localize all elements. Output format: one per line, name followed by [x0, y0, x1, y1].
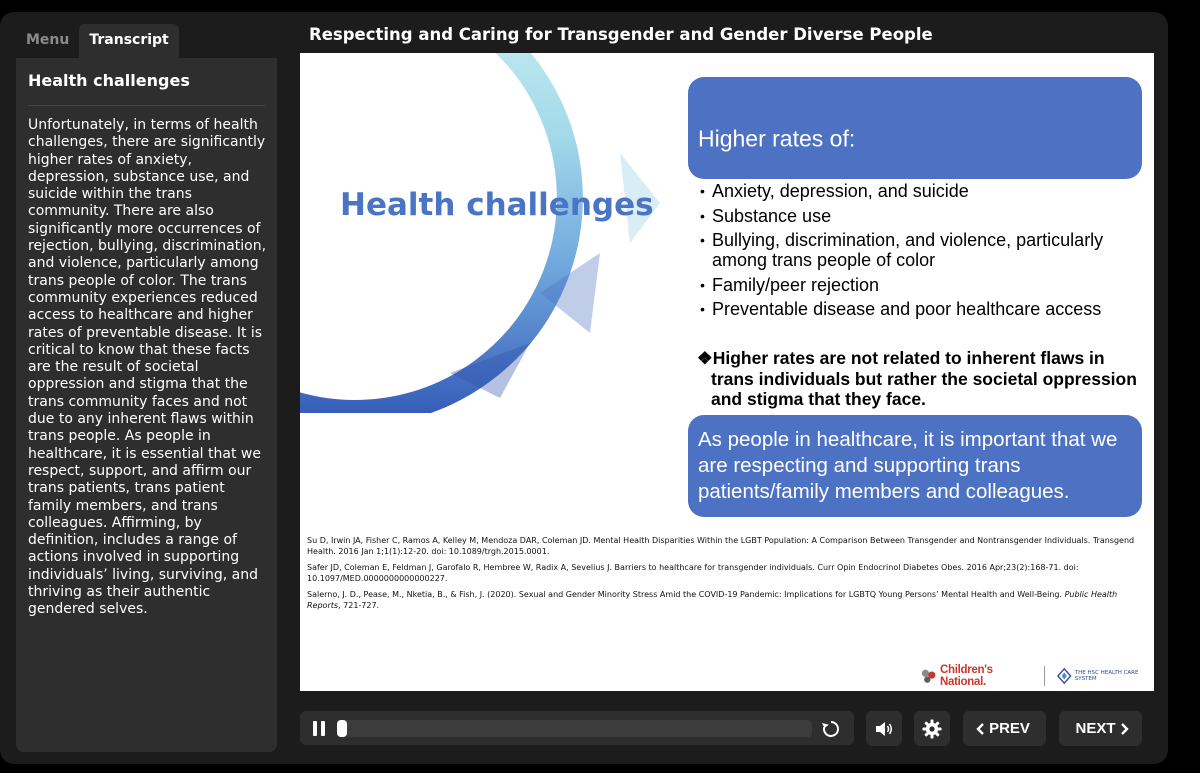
tab-menu[interactable]: Menu — [26, 32, 70, 48]
reference-pages: , 721-727. — [338, 600, 380, 610]
reference-item: Su D, Irwin JA, Fisher C, Ramos A, Kelley M, Mendoza DAR, Coleman JD. Mental Health Disparities Within the LGBT Population: A Comparison Between Transgender and Nontransgender Individuals. Transgend Health. 2016 Jan 1;1(1):12-20. doi: 10.1089/trgh.2015.0001. — [307, 536, 1135, 556]
hsc-icon — [1057, 667, 1072, 685]
higher-rates-box — [688, 77, 1142, 179]
reference-journal: Public Health Reports — [307, 590, 1118, 610]
next-label: NEXT — [1075, 720, 1116, 737]
transcript-title: Health challenges — [28, 71, 190, 90]
diamond-bullet-icon: ❖ — [697, 348, 713, 368]
pause-icon[interactable] — [313, 721, 327, 736]
transcript-divider — [28, 105, 265, 106]
reference-item — [307, 590, 1147, 611]
hsc-wordmark: THE HSC HEALTH CARE SYSTEM — [1074, 670, 1139, 682]
slide — [300, 53, 1154, 691]
settings-button[interactable] — [914, 711, 950, 746]
bullet-item: • Family/peer rejection — [700, 275, 1140, 295]
volume-icon — [874, 720, 894, 738]
childrens-national-logo — [920, 664, 1032, 688]
childrens-national-wordmark: Children's National. — [940, 664, 993, 688]
key-note-text: Higher rates are not related to inherent flaws in trans individuals but rather the societal oppression and stigma that they face. — [711, 348, 1137, 409]
higher-rates-label: Higher rates of: — [698, 125, 856, 152]
chevron-left-icon — [975, 723, 985, 735]
childrens-national-icon — [920, 667, 940, 685]
chevron-right-icon — [1120, 723, 1130, 735]
prev-button[interactable] — [963, 711, 1046, 746]
bullet-item: • Bullying, discrimination, and violence, particularly among trans people of color — [700, 230, 1140, 270]
decorative-ring-graphic — [300, 53, 680, 413]
transcript-panel[interactable] — [16, 58, 277, 752]
references — [307, 536, 1147, 618]
bullet-item: • Preventable disease and poor healthcare access — [700, 299, 1140, 319]
slide-heading: Health challenges — [340, 187, 654, 223]
progress-track[interactable] — [337, 720, 812, 737]
healthcare-message-text: As people in healthcare, it is important that we are respecting and supporting trans patients/family members and colleagues. — [698, 428, 1118, 503]
replay-icon[interactable] — [821, 719, 841, 739]
prev-label: PREV — [989, 720, 1030, 737]
tab-transcript[interactable]: Transcript — [79, 24, 178, 58]
reference-item: Safer JD, Coleman E, Feldman J, Garofalo R, Hembree W, Radix A, Sevelius J. Barriers to healthcare for transgender individuals. Curr Opin Endocrinol Diabetes Obes. 2016 Apr;23(2):168-71. doi: 10.1097/MED.0000000000000227. — [307, 563, 1079, 583]
key-note — [697, 348, 1142, 410]
gear-icon — [922, 719, 942, 739]
logo-divider — [1044, 666, 1045, 686]
bullet-item: • Anxiety, depression, and suicide — [700, 181, 1140, 201]
reference-text: Salerno, J. D., Pease, M., Nketia, B., & Fish, J. (2020). Sexual and Gender Minority Stress Amid the COVID-19 Pandemic: Implications for LGBTQ Young Persons’ Mental Health and Well-Being. — [307, 590, 1063, 600]
playback-bar — [300, 711, 854, 745]
progress-fill — [337, 720, 347, 737]
bullet-list — [700, 181, 1140, 324]
logos — [920, 663, 1154, 689]
course-title: Respecting and Caring for Transgender and Gender Diverse People — [309, 25, 933, 44]
sidebar-tabs — [16, 24, 179, 58]
hsc-logo — [1057, 667, 1154, 685]
healthcare-message-box — [688, 415, 1142, 517]
bullet-item: • Substance use — [700, 206, 1140, 226]
next-button[interactable] — [1059, 711, 1142, 746]
volume-button[interactable] — [866, 711, 902, 746]
transcript-text: Unfortunately, in terms of health challenges, there are significantly higher rates of anxiety, depression, substance use, and suicide within the trans community. There are also significantly more occurrences of rejection, bullying, discrimination, and violence, particularly among trans people of color. The trans community experiences reduced access to healthcare and higher rates of preventable disease. It is critical to know that these facts are the result of societal oppression and stigma that the trans community faces and not due to any inherent flaws within trans people. As people in healthcare, it is essential that we respect, support, and affirm our trans patients, trans patient family members, and trans colleagues. Affirming, by definition, includes a range of actions involved in supporting individuals’ living, surviving, and thriving as their authentic gendered selves. — [28, 117, 267, 618]
